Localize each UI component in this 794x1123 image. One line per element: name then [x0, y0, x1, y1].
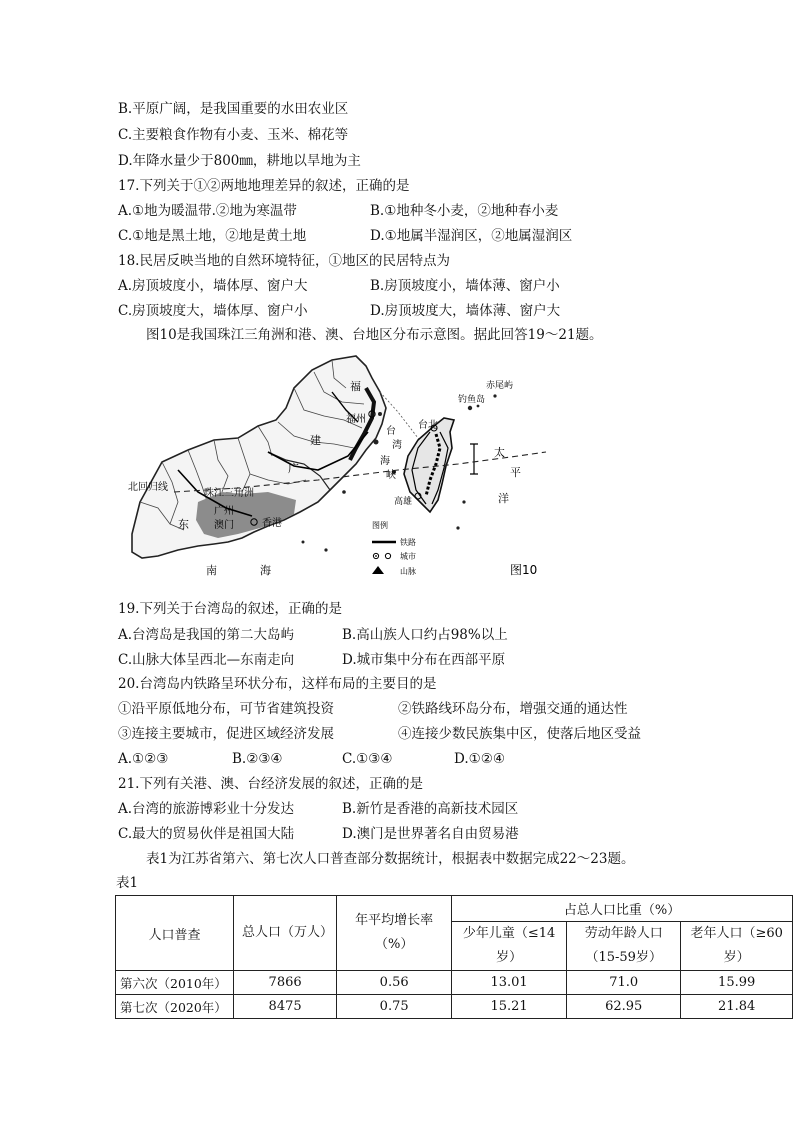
q20-option-a: A.①②③: [118, 751, 169, 767]
cell-old: 21.84: [681, 995, 793, 1019]
label-guang: 广: [288, 462, 299, 475]
label-aomen: 澳门: [214, 520, 234, 531]
header-old: 老年人口（≥60岁）: [681, 922, 793, 971]
label-nan: 南: [206, 564, 217, 577]
q21-option-c: C.最大的贸易伙伴是祖国大陆: [118, 826, 295, 842]
label-fu: 福: [350, 380, 361, 393]
label-taibei: 台北: [418, 420, 438, 431]
legend-mountain-symbol: [372, 566, 384, 574]
label-chiwei: 赤尾屿: [486, 381, 514, 391]
label-taiping-1: 太: [494, 446, 505, 459]
label-wan: 湾: [392, 440, 402, 451]
q20-statement-2: ②铁路线环岛分布，增强交通的通达性: [398, 701, 628, 717]
cell-child: 13.01: [452, 971, 567, 995]
q16-option-d: D.年降水量少于800㎜，耕地以旱地为主: [118, 153, 361, 169]
cell-census: 第七次（2020年）: [116, 995, 234, 1019]
intro-q19-21: 图10是我国珠江三角洲和港、澳、台地区分布示意图。据此回答19～21题。: [146, 327, 603, 343]
legend-mountain: 山脉: [400, 567, 416, 576]
q20-statement-3: ③连接主要城市，促进区域经济发展: [118, 726, 334, 742]
q20-option-b: B.②③④: [232, 751, 283, 767]
q18-stem: 18.民居反映当地的自然环境特征，①地区的民居特点为: [118, 253, 450, 269]
label-fuzhou: 福州: [346, 414, 366, 425]
label-zhujiang: 珠江三角洲: [204, 488, 254, 499]
legend-title: 图例: [372, 521, 388, 530]
header-total: 总人口（万人）: [233, 896, 336, 971]
label-guangzhou: 广州: [214, 506, 234, 517]
q19-option-a: A.台湾岛是我国的第二大岛屿: [118, 627, 295, 643]
table-caption: 表1: [116, 875, 139, 891]
header-child: 少年儿童（≤14岁）: [452, 922, 567, 971]
label-xia: 峡: [386, 470, 396, 481]
label-jian: 建: [310, 434, 321, 447]
table-row: [116, 995, 793, 1019]
q18-option-b: B.房顶坡度小，墙体薄、窗户小: [370, 278, 560, 294]
q20-stem: 20.台湾岛内铁路呈环状分布，这样布局的主要目的是: [118, 676, 437, 692]
q21-option-b: B.新竹是香港的高新技术园区: [342, 801, 519, 817]
cell-census: 第六次（2010年）: [116, 971, 234, 995]
table-row: [116, 971, 793, 995]
q18-option-d: D.房顶坡度大，墙体薄、窗户大: [370, 303, 561, 319]
legend-city: 城市: [400, 552, 416, 561]
label-tai: 台: [386, 426, 396, 437]
label-gaoxiong: 高雄: [394, 497, 413, 507]
q16-option-c: C.主要粮食作物有小麦、玉米、棉花等: [118, 127, 349, 143]
intro-q22-23: 表1为江苏省第六、第七次人口普查部分数据统计，根据表中数据完成22～23题。: [146, 851, 635, 867]
legend-railway: 铁路: [400, 538, 416, 547]
q20-option-c: C.①③④: [342, 751, 393, 767]
population-census-table: [115, 895, 793, 1019]
label-taiping-3: 洋: [498, 492, 509, 505]
label-xianggang: 香港: [262, 518, 282, 529]
cell-total: 7866: [233, 971, 336, 995]
header-labor: 劳动年龄人口（15-59岁）: [567, 922, 681, 971]
label-taiping-2: 平: [510, 466, 521, 479]
q21-stem: 21.下列有关港、澳、台经济发展的叙述，正确的是: [118, 776, 423, 792]
q16-option-b: B.平原广阔，是我国重要的水田农业区: [118, 101, 349, 117]
q17-option-d: D.①地属半湿润区，②地属湿润区: [370, 228, 573, 244]
q19-option-c: C.山脉大体呈西北—东南走向: [118, 652, 295, 668]
cell-child: 15.21: [452, 995, 567, 1019]
cell-labor: 62.95: [567, 995, 681, 1019]
label-tropic: 北回归线: [128, 482, 168, 493]
q19-option-b: B.高山族人口约占98%以上: [342, 627, 508, 643]
q17-option-a: A.①地为暖温带.②地为寒温带: [118, 203, 297, 219]
q21-option-d: D.澳门是世界著名自由贸易港: [342, 826, 519, 842]
label-diaoyu: 钓鱼岛: [458, 395, 486, 405]
figure-10-map: [118, 352, 548, 584]
cell-labor: 71.0: [567, 971, 681, 995]
q20-statement-4: ④连接少数民族集中区，使落后地区受益: [398, 726, 641, 742]
q19-stem: 19.下列关于台湾岛的叙述，正确的是: [118, 601, 342, 617]
label-hai2: 海: [380, 456, 390, 467]
header-ratio: 占总人口比重（%）: [452, 896, 793, 922]
q17-option-c: C.①地是黑土地，②地是黄土地: [118, 228, 307, 244]
header-census: 人口普查: [116, 896, 234, 971]
cell-total: 8475: [233, 995, 336, 1019]
q20-option-d: D.①②④: [454, 751, 505, 767]
cell-growth: 0.75: [337, 995, 452, 1019]
cell-old: 15.99: [681, 971, 793, 995]
q18-option-c: C.房顶坡度大，墙体厚、窗户小: [118, 303, 308, 319]
label-dong: 东: [178, 518, 189, 531]
q17-option-b: B.①地种冬小麦，②地种春小麦: [370, 203, 559, 219]
cell-growth: 0.56: [337, 971, 452, 995]
q21-option-a: A.台湾的旅游博彩业十分发达: [118, 801, 295, 817]
q18-option-a: A.房顶坡度小，墙体厚、窗户大: [118, 278, 308, 294]
q19-option-d: D.城市集中分布在西部平原: [342, 652, 506, 668]
header-growth: 年平均增长率（%）: [337, 896, 452, 971]
q17-stem: 17.下列关于①②两地地理差异的叙述，正确的是: [118, 178, 410, 194]
figure-caption: 图10: [510, 563, 538, 577]
label-hai: 海: [260, 564, 271, 577]
q20-statement-1: ①沿平原低地分布，可节省建筑投资: [118, 701, 334, 717]
